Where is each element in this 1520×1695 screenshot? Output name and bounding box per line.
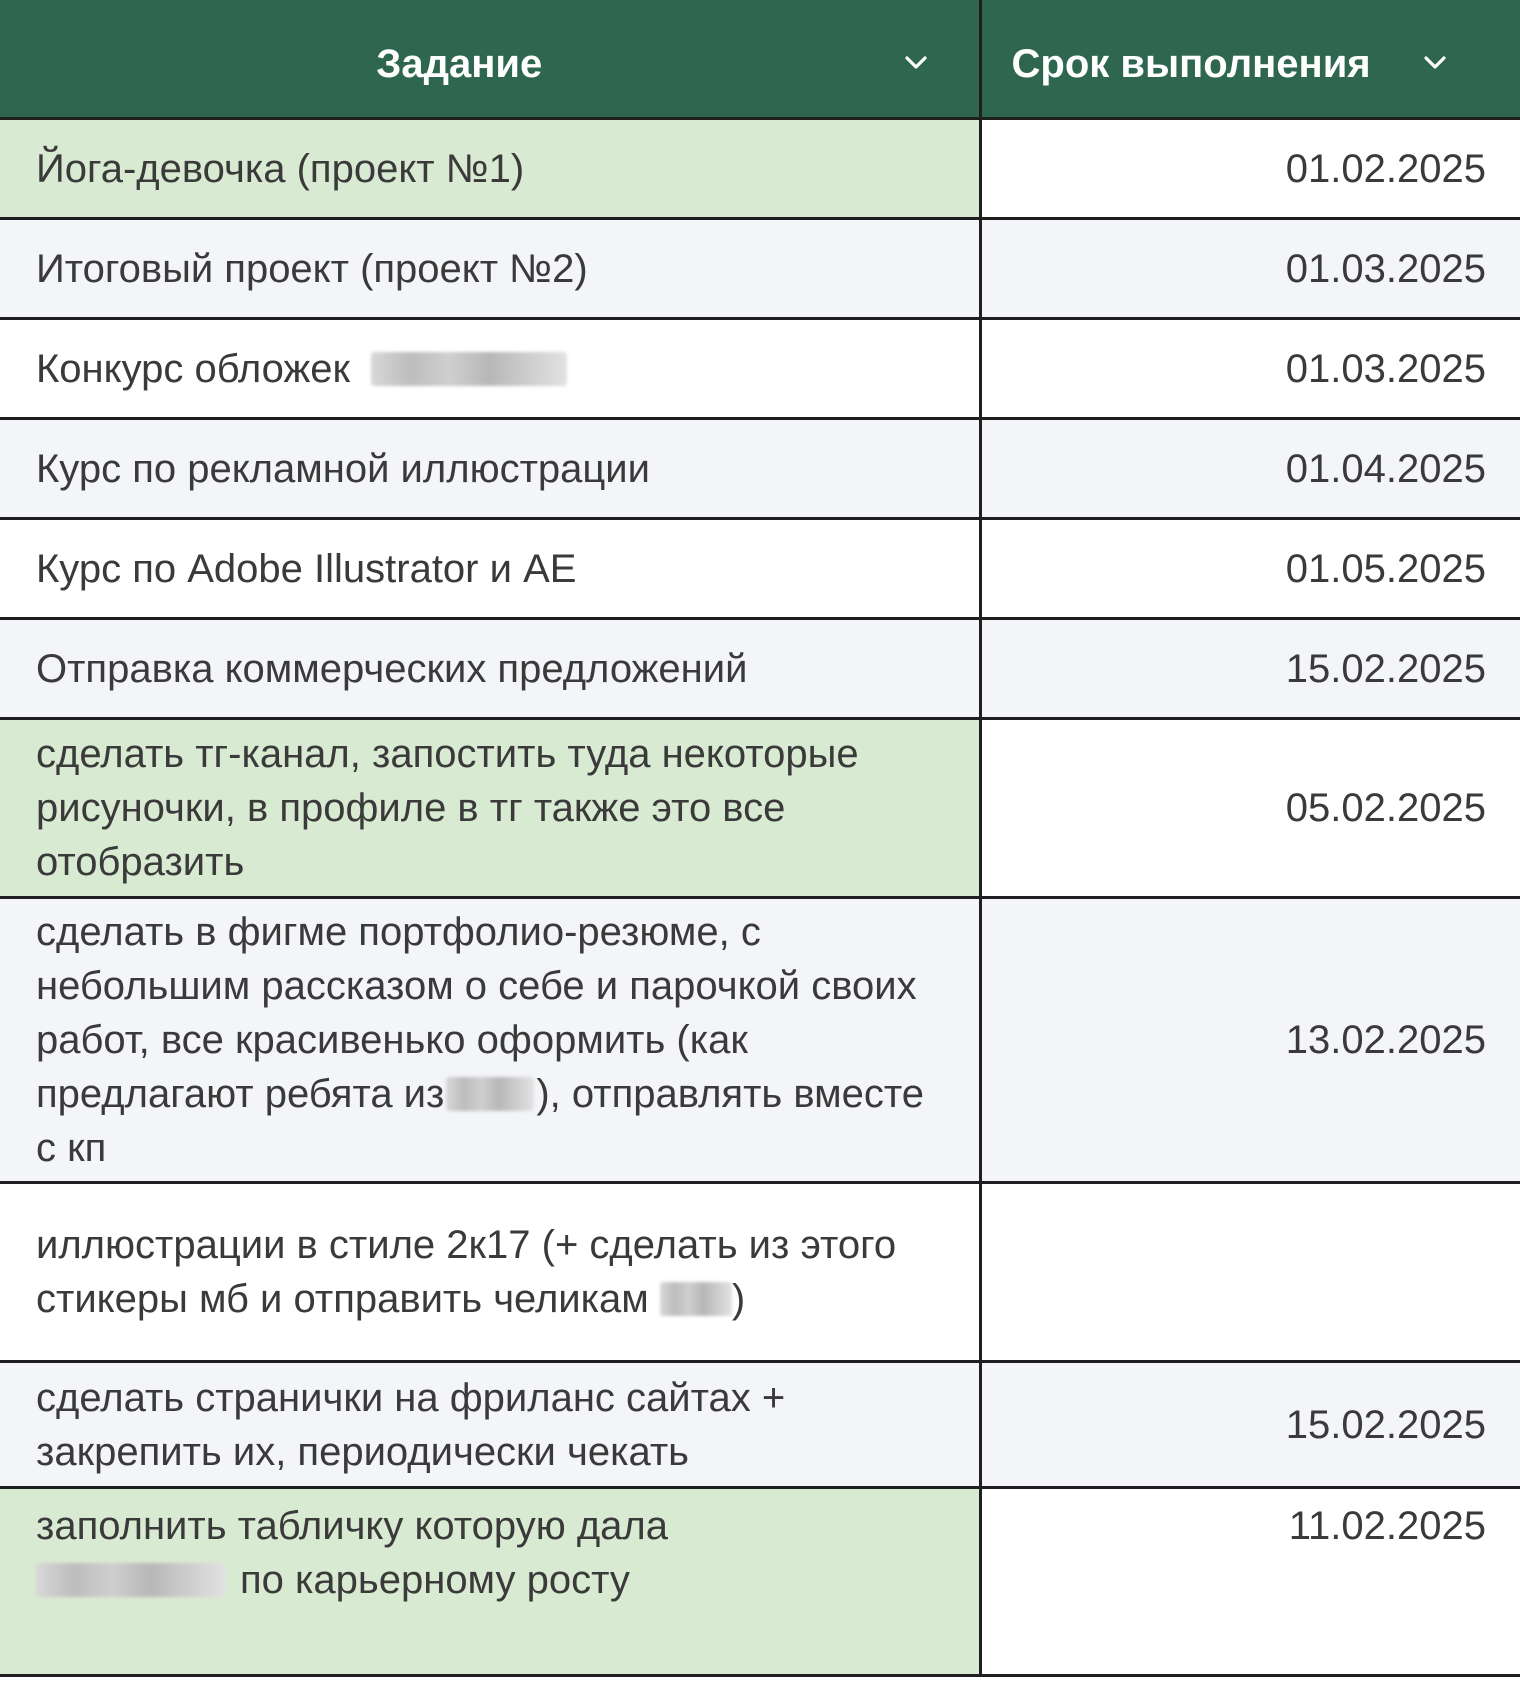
table-row xyxy=(0,719,1520,898)
task-header-label: Задание xyxy=(376,42,543,86)
header-row xyxy=(0,0,1520,119)
redacted-text xyxy=(446,1077,534,1111)
deadline-cell[interactable]: 01.04.2025 xyxy=(980,419,1520,519)
task-cell[interactable] xyxy=(0,1362,980,1488)
deadline-cell[interactable]: 13.02.2025 xyxy=(980,898,1520,1183)
table-row xyxy=(0,219,1520,319)
task-cell[interactable] xyxy=(0,619,980,719)
chevron-down-icon[interactable] xyxy=(905,52,927,74)
task-cell[interactable] xyxy=(0,898,980,1183)
task-text: Йога-девочка (проект №1) xyxy=(36,146,525,191)
task-text: ) xyxy=(731,1277,746,1321)
table-row xyxy=(0,1488,1520,1676)
deadline-cell[interactable]: 01.03.2025 xyxy=(980,319,1520,419)
redacted-text xyxy=(660,1282,732,1316)
redacted-text xyxy=(371,352,567,386)
task-text: Курс по рекламной иллюстрации xyxy=(36,446,650,491)
deadline-cell[interactable]: 05.02.2025 xyxy=(980,719,1520,898)
task-text: ), отправлять вместе с кп xyxy=(36,1072,925,1170)
task-text: сделать в фигме портфолио-резюме, с небольшим рассказом о себе и парочкой своих работ, все красивенько оформить (как предлагают ребята из xyxy=(36,910,917,1116)
task-cell[interactable] xyxy=(0,419,980,519)
table-row xyxy=(0,898,1520,1183)
task-column-header[interactable] xyxy=(0,0,980,119)
deadline-cell[interactable]: 01.02.2025 xyxy=(980,119,1520,219)
table-row xyxy=(0,419,1520,519)
task-cell[interactable] xyxy=(0,319,980,419)
table-row xyxy=(0,319,1520,419)
deadline-cell[interactable]: 11.02.2025 xyxy=(980,1488,1520,1676)
task-cell[interactable] xyxy=(0,519,980,619)
task-text: заполнить табличку которую дала xyxy=(36,1504,668,1548)
table-row xyxy=(0,519,1520,619)
task-cell[interactable] xyxy=(0,219,980,319)
task-text: Конкурс обложек xyxy=(36,346,350,391)
deadline-cell[interactable]: 15.02.2025 xyxy=(980,619,1520,719)
task-text: иллюстрации в стиле 2к17 (+ сделать из этого стикеры мб и отправить челикам xyxy=(36,1223,897,1321)
deadline-cell[interactable] xyxy=(980,1183,1520,1362)
task-cell[interactable] xyxy=(0,1488,980,1676)
task-text: сделать странички на фриланс сайтах + закрепить их, периодически чекать xyxy=(36,1375,786,1474)
table-row xyxy=(0,619,1520,719)
task-cell[interactable] xyxy=(0,719,980,898)
task-text: Курс по Adobe Illustrator и AE xyxy=(36,546,577,591)
task-text: Отправка коммерческих предложений xyxy=(36,646,748,691)
table-row xyxy=(0,119,1520,219)
task-cell[interactable] xyxy=(0,119,980,219)
redacted-text xyxy=(36,1563,226,1597)
table-row xyxy=(0,1183,1520,1362)
table-row xyxy=(0,1362,1520,1488)
deadline-cell[interactable]: 15.02.2025 xyxy=(980,1362,1520,1488)
task-text: Итоговый проект (проект №2) xyxy=(36,246,588,291)
task-text: сделать тг-канал, запостить туда некоторые рисуночки, в профиле в тг также это все отобразить xyxy=(36,732,859,884)
deadline-cell[interactable]: 01.03.2025 xyxy=(980,219,1520,319)
chevron-down-icon[interactable] xyxy=(1424,52,1446,74)
deadline-cell[interactable]: 01.05.2025 xyxy=(980,519,1520,619)
deadline-header-label: Срок выполнения xyxy=(1011,42,1371,86)
deadline-column-header[interactable] xyxy=(980,0,1520,119)
task-text: по карьерному росту xyxy=(240,1558,630,1602)
task-cell[interactable] xyxy=(0,1183,980,1362)
